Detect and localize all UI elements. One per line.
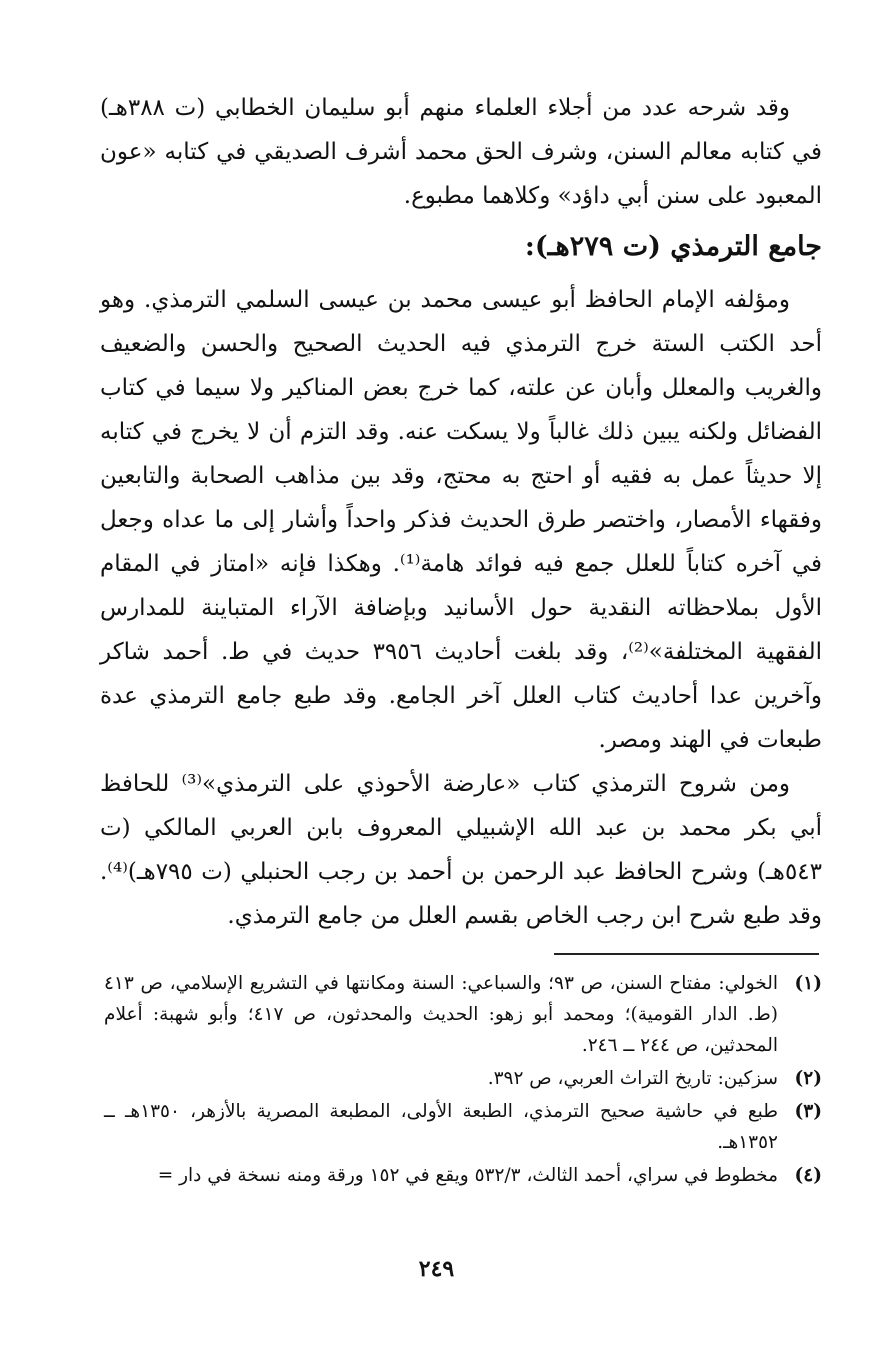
- footnote-item: [104, 968, 822, 1061]
- footnote-number: (٢): [794, 1068, 822, 1089]
- body-paragraph-2: ومن شروح الترمذي كتاب «عارضة الأحوذي على الترمذي»⁽³⁾ للحافظ أبي بكر محمد بن عبد الله الإشبيلي المعروف بابن العربي المالكي (ت ٥٤٣هـ) وشرح الحافظ عبد الرحمن بن أحمد بن رجب الحنبلي (ت ٧٩٥هـ)⁽⁴⁾. وقد طبع شرح ابن رجب الخاص بقسم العلل من جامع الترمذي.: [100, 771, 822, 929]
- footnote-number: (٣): [794, 1101, 822, 1122]
- footnote-item: [104, 1096, 822, 1158]
- body-paragraph-1: ومؤلفه الإمام الحافظ أبو عيسى محمد بن عيسى السلمي الترمذي. وهو أحد الكتب الستة خرج الترمذي فيه الحديث الصحيح والحسن والضعيف والغريب والمعلل وأبان عن علته، كما خرج بعض المناكير ولا سيما في كتاب الفضائل ولكنه يبين ذلك غالباً ولا يسكت عنه. وقد التزم أن لا يخرج في كتابه إلا حديثاً عمل به فقيه أو احتج به محتج، وقد بين مذاهب الصحابة والتابعين وفقهاء الأمصار، واختصر طرق الحديث فذكر واحداً وأشار إلى ما عداه وجعل في آخره كتاباً للعلل جمع فيه فوائد هامة⁽¹⁾. وهكذا فإنه «امتاز في المقام الأول بملاحظاته النقدية حول الأسانيد وبإضافة الآراء المتباينة للمدارس الفقهية المختلفة»⁽²⁾، وقد بلغت أحاديث ٣٩٥٦ حديث في ط. أحمد شاكر وآخرين عدا أحاديث كتاب العلل آخر الجامع. وقد طبع جامع الترمذي عدة طبعات في الهند ومصر.: [100, 287, 822, 753]
- main-text: [100, 86, 822, 938]
- footnotes: [104, 968, 822, 1193]
- section-heading: جامع الترمذي (ت ٢٧٩هـ):: [524, 231, 822, 262]
- footnote-text: طبع في حاشية صحيح الترمذي، الطبعة الأولى، المطبعة المصرية بالأزهر، ١٣٥٠هـ ــ ١٣٥٢هـ.: [104, 1101, 778, 1153]
- footnote-number: (٤): [794, 1165, 822, 1186]
- footnote-text: مخطوط في سراي، أحمد الثالث، ٥٣٢/٣ ويقع في ١٥٢ ورقة ومنه نسخة في دار =: [157, 1165, 778, 1186]
- footnote-text: سزكين: تاريخ التراث العربي، ص ٣٩٢.: [487, 1068, 778, 1089]
- page-number: ٢٤٩: [418, 1256, 455, 1282]
- footnote-item: [104, 1063, 822, 1094]
- footnote-number: (١): [794, 973, 822, 994]
- footnote-item: [104, 1160, 822, 1191]
- footnote-separator: [554, 953, 819, 955]
- intro-paragraph: وقد شرحه عدد من أجلاء العلماء منهم أبو سليمان الخطابي (ت ٣٨٨هـ) في كتابه معالم السنن، وشرف الحق محمد أشرف الصديقي في كتابه «عون المعبود على سنن أبي داؤد» وكلاهما مطبوع.: [100, 95, 822, 209]
- footnote-text: الخولي: مفتاح السنن، ص ٩٣؛ والسباعي: السنة ومكانتها في التشريع الإسلامي، ص ٤١٣ (ط. الدار القومية)؛ ومحمد أبو زهو: الحديث والمحدثون، ص ٤١٧؛ وأبو شهبة: أعلام المحدثين، ص ٢٤٤ ــ ٢٤٦.: [104, 973, 778, 1056]
